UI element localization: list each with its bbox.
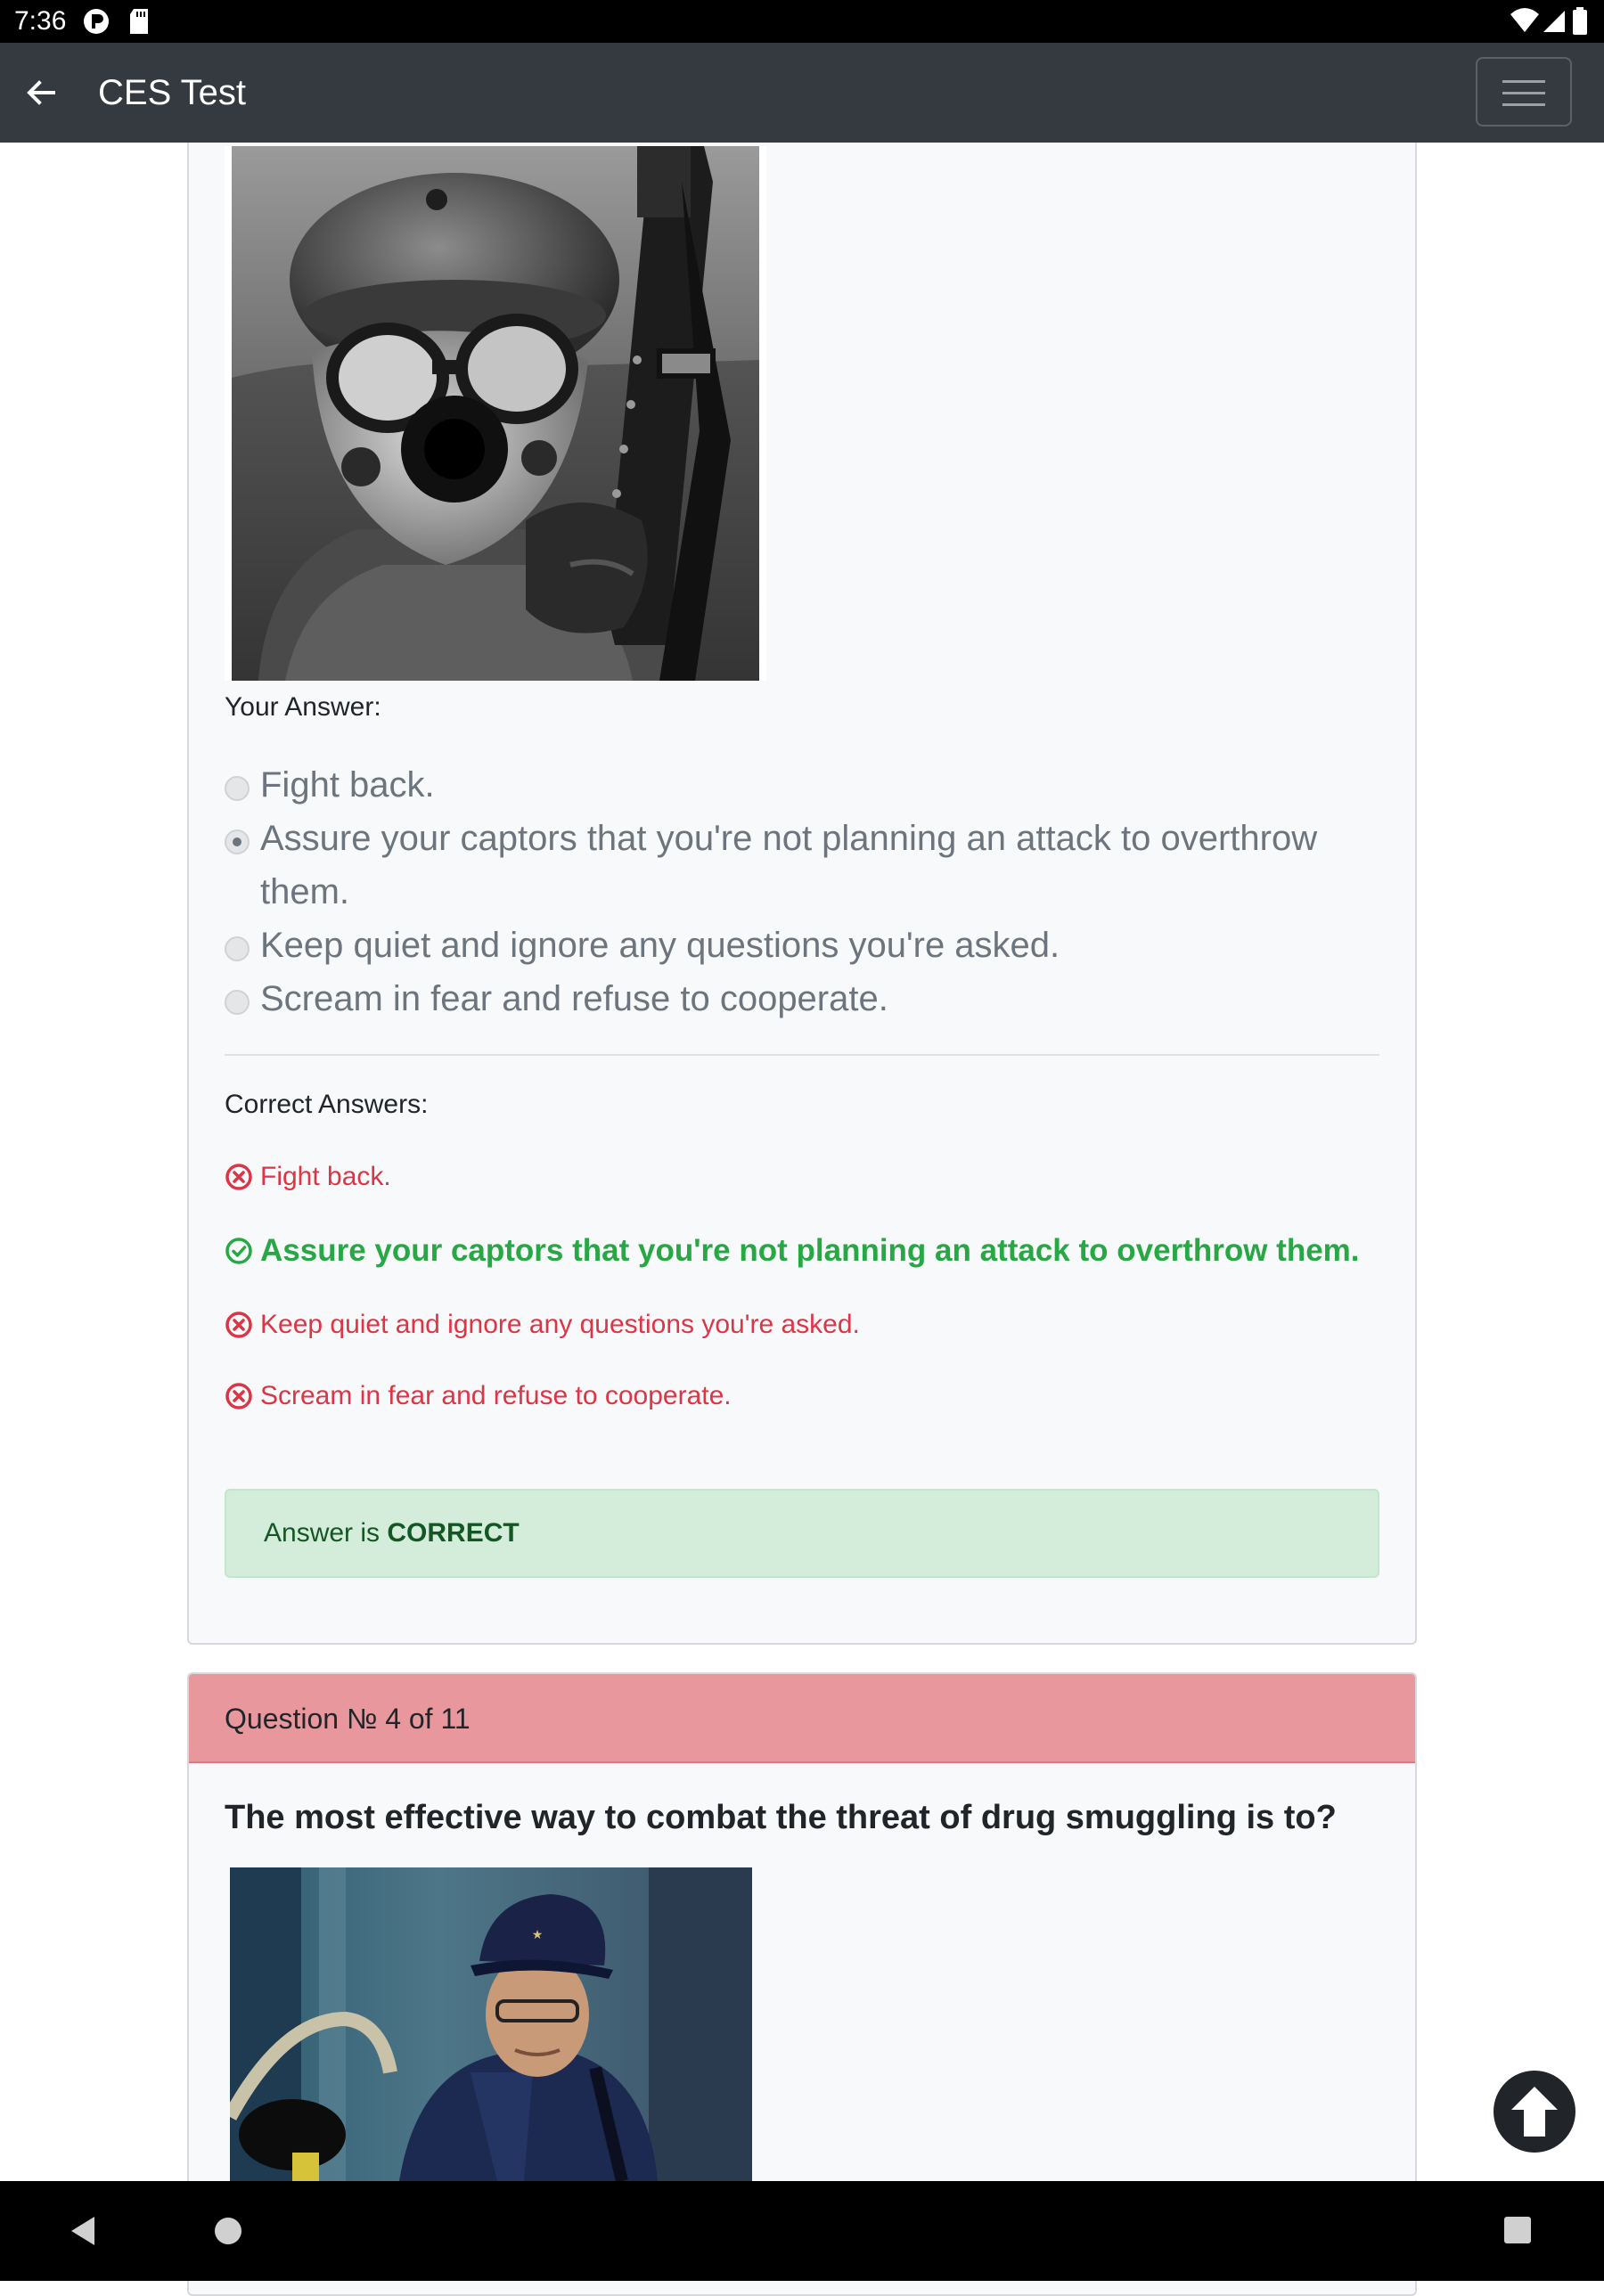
- radio-unchecked-icon[interactable]: [225, 776, 250, 801]
- battery-icon: [1572, 7, 1588, 36]
- radio-unchecked-icon[interactable]: [225, 990, 250, 1015]
- divider: [225, 1054, 1379, 1056]
- system-nav-bar: [0, 2181, 1604, 2281]
- correct-answer-item: [225, 1159, 1383, 1195]
- option-label: Keep quiet and ignore any questions you're asked.: [260, 926, 1060, 965]
- arrow-left-icon: [18, 69, 64, 116]
- correct-answer-item-correct: [225, 1233, 1383, 1269]
- question-header: [189, 1674, 1415, 1763]
- question-number: Question № 4 of 11: [225, 1703, 471, 1735]
- nav-back-button[interactable]: [64, 2211, 103, 2251]
- correct-answer-text: Fight back.: [260, 1162, 391, 1191]
- check-circle-icon: [225, 1237, 253, 1265]
- x-circle-icon: [225, 1311, 253, 1339]
- correct-answer-item: [225, 1378, 1383, 1414]
- app-bar: [0, 43, 1604, 143]
- answer-option-3[interactable]: [225, 919, 1383, 972]
- nav-recents-button[interactable]: [1502, 2211, 1542, 2251]
- app-title: CES Test: [98, 73, 246, 112]
- status-bar: [0, 0, 1604, 43]
- status-time: 7:36: [14, 6, 67, 36]
- back-triangle-icon: [64, 2211, 103, 2251]
- sd-card-icon: [128, 7, 151, 36]
- result-value: CORRECT: [387, 1518, 520, 1548]
- p-badge-icon: [82, 7, 112, 36]
- x-circle-icon: [225, 1382, 253, 1410]
- option-label: Assure your captors that you're not planning an attack to overthrow them.: [260, 819, 1318, 911]
- question-image-coast-guard-officer: [230, 1867, 752, 2181]
- radio-unchecked-icon[interactable]: [225, 936, 250, 961]
- your-answer-label: Your Answer:: [225, 692, 381, 722]
- result-prefix: Answer is: [264, 1518, 388, 1548]
- question-image-gas-mask-soldier: [225, 146, 766, 681]
- back-button[interactable]: [18, 69, 64, 116]
- radio-checked-icon[interactable]: [225, 829, 250, 854]
- correct-answer-item: [225, 1307, 1383, 1343]
- home-circle-icon: [212, 2211, 251, 2251]
- cell-signal-icon: [1542, 7, 1567, 34]
- answer-option-1[interactable]: [225, 758, 1383, 812]
- menu-button[interactable]: [1476, 57, 1572, 127]
- correct-answer-text: Keep quiet and ignore any questions you're asked.: [260, 1310, 860, 1339]
- result-alert: [225, 1489, 1379, 1578]
- answer-option-2-selected[interactable]: [225, 812, 1383, 919]
- answer-option-4[interactable]: [225, 972, 1383, 1025]
- svg-text:★: ★: [531, 1928, 544, 1942]
- correct-answers-label: Correct Answers:: [225, 1090, 429, 1119]
- question-text: The most effective way to combat the threat of drug smuggling is to?: [225, 1799, 1337, 1836]
- option-label: Fight back.: [260, 765, 435, 805]
- correct-answer-text: Scream in fear and refuse to cooperate.: [260, 1381, 732, 1410]
- arrow-up-circle-icon: [1492, 2069, 1577, 2154]
- scroll-to-top-button[interactable]: [1492, 2069, 1577, 2154]
- nav-home-button[interactable]: [212, 2211, 251, 2251]
- correct-answer-text: Assure your captors that you're not planning an attack to overthrow them.: [260, 1233, 1360, 1268]
- result-text: [264, 1517, 520, 1549]
- option-label: Scream in fear and refuse to cooperate.: [260, 979, 888, 1018]
- recents-square-icon: [1502, 2211, 1542, 2251]
- x-circle-icon: [225, 1163, 253, 1191]
- wifi-icon: [1510, 7, 1540, 34]
- hamburger-menu-icon: [1502, 80, 1545, 83]
